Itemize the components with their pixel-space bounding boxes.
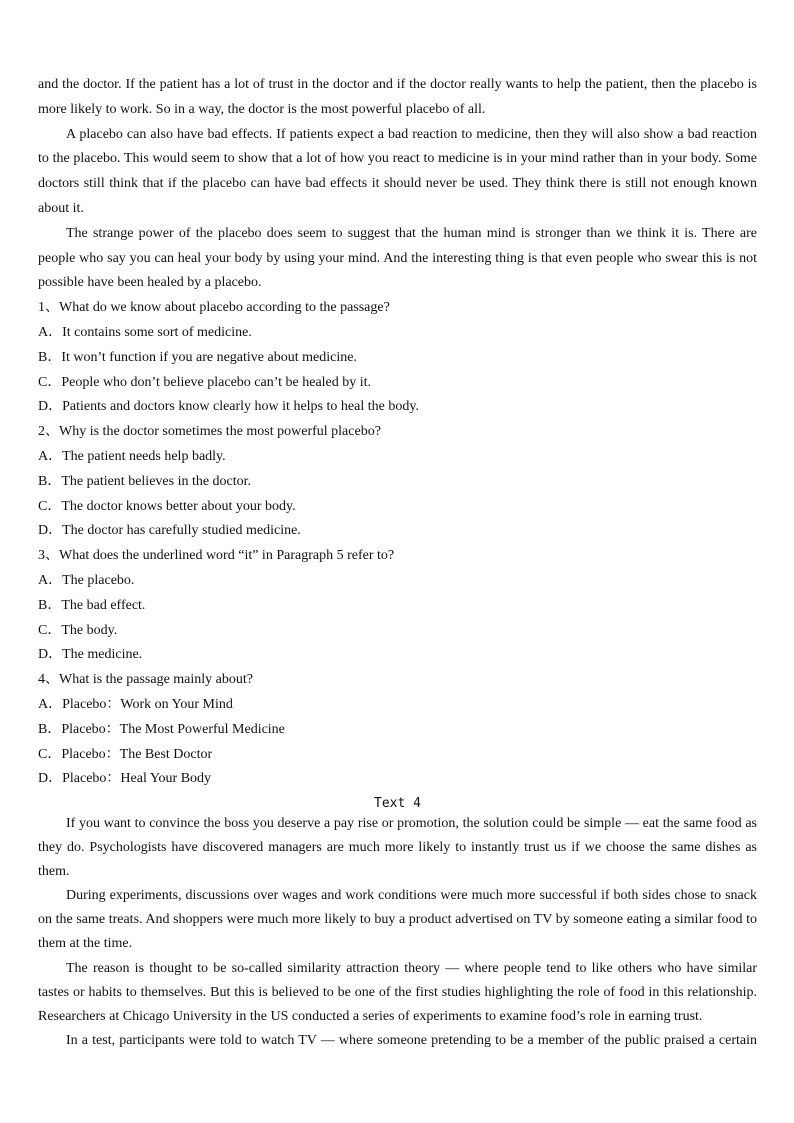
- answer-option: D．Patients and doctors know clearly how it helps to heal the body.: [38, 399, 419, 415]
- answer-option: C．The body.: [38, 622, 118, 638]
- paragraph-line: about it.: [38, 200, 84, 216]
- paragraph-line: them.: [38, 864, 70, 880]
- paragraph-line: If you want to convince the boss you deserve a pay rise or promotion, the solution could be simple — eat the same food as: [66, 816, 757, 831]
- passage-3-section: [38, 73, 757, 792]
- answer-option: B．The bad effect.: [38, 597, 146, 613]
- answer-option: A．The patient needs help badly.: [38, 448, 226, 464]
- text-4-section: [38, 796, 757, 1053]
- paragraph-line: and the doctor. If the patient has a lot of trust in the doctor and if the doctor really wants to help the patient, then the placebo is: [38, 77, 757, 92]
- answer-option: B．The patient believes in the doctor.: [38, 473, 252, 489]
- paragraph-line: them at the time.: [38, 936, 133, 952]
- answer-option: D．Placebo：Heal Your Body: [38, 771, 212, 787]
- answer-option: B．It won’t function if you are negative about medicine.: [38, 349, 357, 365]
- answer-option: A．The placebo.: [38, 572, 135, 588]
- paragraph-line: possible have been healed by a placebo.: [38, 275, 262, 291]
- paragraph-line: The strange power of the placebo does seem to suggest that the human mind is stronger than we think it is. There are: [66, 225, 757, 241]
- paragraph-line: A placebo can also have bad effects. If patients expect a bad reaction to medicine, then they will also show a bad reaction: [66, 126, 757, 142]
- paragraph-line: more likely to work. So in a way, the doctor is the most powerful placebo of all.: [38, 101, 486, 117]
- question-stem: 3、What does the underlined word “it” in Paragraph 5 refer to?: [38, 548, 395, 564]
- answer-option: C．Placebo：The Best Doctor: [38, 746, 213, 762]
- paragraph-line: on the same treats. And shoppers were much more likely to buy a product advertised on TV by someone eating a similar food to: [38, 912, 757, 928]
- paragraph-line: tastes or habits to themselves. But this is believed to be one of the first studies highlighting the role of food in this relationship.: [38, 984, 757, 1000]
- answer-option: A．It contains some sort of medicine.: [38, 324, 252, 340]
- answer-option: C．People who don’t believe placebo can’t be healed by it.: [38, 374, 372, 390]
- question-stem: 4、What is the passage mainly about?: [38, 672, 253, 688]
- question-stem: 1、What do we know about placebo according to the passage?: [38, 300, 390, 316]
- paragraph-line: doctors still think that if the placebo can have bad effects it should never be used. They think there is still not enough known: [38, 176, 757, 192]
- answer-option: C．The doctor knows better about your body.: [38, 498, 296, 514]
- paragraph-line: to the placebo. This would seem to show that a lot of how you react to medicine is in your mind rather than in your body. Some: [38, 151, 757, 167]
- answer-option: D．The medicine.: [38, 647, 143, 663]
- paragraph-line: The reason is thought to be so-called similarity attraction theory — where people tend to like others who have similar: [66, 960, 757, 976]
- answer-option: A．Placebo：Work on Your Mind: [38, 696, 233, 712]
- paragraph-line: people who say you can heal your body by using your mind. And the interesting thing is that even people who swear this is not: [38, 250, 757, 266]
- paragraph-line: During experiments, discussions over wages and work conditions were much more successful if both sides chose to snack: [66, 888, 757, 904]
- section-title: Text 4: [374, 796, 421, 811]
- paragraph-line: they do. Psychologists have discovered managers are much more likely to instantly trust us if we choose the same dishes as: [38, 840, 757, 856]
- paragraph-line: Researchers at Chicago University in the US conducted a series of experiments to examine food’s role in earning trust.: [38, 1008, 703, 1024]
- paragraph-line: In a test, participants were told to watch TV — where someone pretending to be a member of the public praised a certain: [66, 1032, 757, 1048]
- answer-option: D．The doctor has carefully studied medicine.: [38, 523, 301, 539]
- answer-option: B．Placebo：The Most Powerful Medicine: [38, 721, 285, 737]
- question-stem: 2、Why is the doctor sometimes the most powerful placebo?: [38, 424, 381, 440]
